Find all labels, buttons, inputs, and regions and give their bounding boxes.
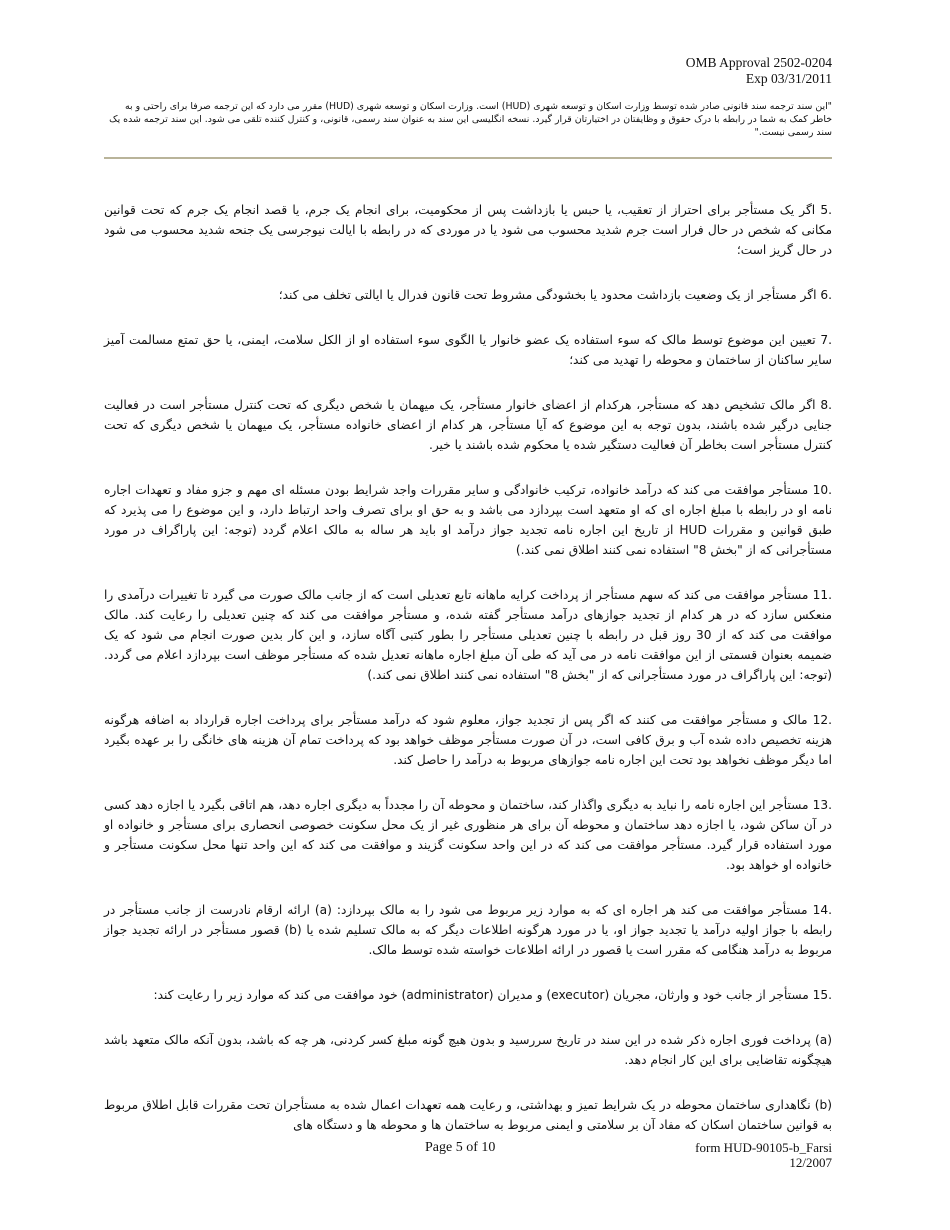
paragraph-14: .14 مستأجر موافقت می کند هر اجاره ای که به موارد زیر مربوط می شود را به مالک بپردازد: (a) ارائه ارقام نادرست از جانب مستأجر در رابطه با جواز اولیه درآمد یا تجدید جواز او، یا در مورد هرگونه اطلاعات دیگر که به مالک تسلیم شده یا (b) قصور مستأجر در ارائه تجدید جواز مربوط به درآمد هنگامی که مقرر است یا قصور در ارائه اطلاعات خواسته شده توسط مالک. (104, 903, 832, 957)
document-body (104, 200, 832, 1160)
paragraph-12: .12 مالک و مستأجر موافقت می کنند که اگر پس از تجدید جواز، معلوم شود که درآمد مستأجر برای پرداخت اجاره قرارداد به اضافه هرگونه هزینه تخصیص داده شده آب و برق کافی است، در آن صورت مستأجر موظف خواهد بود که پرداخت تمام آن هزینه های خانگی را بر عهده بگیرد اما دیگر موظف نخواهد بود تحت این اجاره نامه جوازهای مربوط به درآمد را حاصل کند. (104, 713, 832, 767)
paragraph-6: .6 اگر مستأجر از یک وضعیت بازداشت محدود یا بخشودگی مشروط تحت قانون فدرال یا ایالتی تخلف می کند؛ (278, 288, 832, 302)
paragraph-11: .11 مستأجر موافقت می کند که سهم مستأجر از پرداخت کرایه ماهانه تابع تعدیلی است که از جانب مالک صورت می گیرد تا تغییرات درآمدی را منعکس سازد که در هر کدام از تجدید جوازهای درآمد مستأجر گفته شده، و مستأجر موافقت می کند که چنین تعدیلی را رعایت کند. مالک موافقت می کند که از 30 روز قبل در رابطه با چنین تعدیلی مستأجر را بطور کتبی آگاه سازد، و این کار بدین صورت انجام می شود که یک ضمیمه بعنوان قسمتی از این موافقت نامه در می آید که طی آن مبلغ اجاره ماهانه تعدیل شده که مستأجر موظف است بپردازد اعلام می گردد. (توجه: این پاراگراف در مورد مستأجرانی که از "بخش 8" استفاده نمی کنند اطلاق نمی کند.) (104, 588, 832, 682)
paragraph-10: .10 مستأجر موافقت می کند که درآمد خانواده، ترکیب خانوادگی و سایر مقررات واجد شرایط بودن مسئله ای مهم و جزو مفاد و تعهدات اجاره نامه او در رابطه با مبلغ اجاره ای که او متعهد است بپردازد می باشد و به حق او برای تصرف واحد ارتباط دارد، و این موضوع را می پذیرد که طبق قوانین و مقررات HUD از تاریخ این اجاره نامه تجدید جواز درآمد او باید هر ساله به مالک اعلام گردد (توجه: این پاراگراف در مورد مستأجرانی که از "بخش 8" استفاده نمی کنند اطلاق نمی کند.) (104, 483, 832, 557)
paragraph-15a: (a) پرداخت فوری اجاره ذکر شده در این سند در تاریخ سررسید و بدون هیچ گونه مبلغ کسر کردنی، هر چه که باشد، بدون آنکه مالک متعهد باشد هیچگونه تقاضایی برای این کار انجام دهد. (104, 1033, 832, 1067)
paragraph-7: .7 تعیین این موضوع توسط مالک که سوء استفاده یک عضو خانوار یا الگوی سوء استفاده او از الکل سلامت، ایمنی، یا حق تمتع مسالمت آمیز سایر ساکنان از ساختمان و محوطه را تهدید می کند؛ (104, 333, 832, 367)
form-identifier (695, 1140, 832, 1170)
omb-approval-number: OMB Approval 2502-0204 (685, 55, 832, 70)
omb-expiration-date: Exp 03/31/2011 (745, 71, 832, 86)
paragraph-13: .13 مستأجر این اجاره نامه را نباید به دیگری واگذار کند، ساختمان و محوطه آن را مجدداً به دیگری اجاره دهد، هم اتاقی بگیرد یا اجازه دهد کسی در آن ساکن شود، یا اجازه دهد ساختمان و محوطه آن برای هر منظوری غیر از یک محل سکونت خصوصی انحصاری برای مستأجر و خانواده او مورد استفاده قرار گیرد. مستأجر موافقت می کند که در این واحد سکونت گزیند و موافقت می کند که این واحد تنها محل سکونت مستأجر و خانواده او خواهد بود. (104, 798, 832, 872)
form-date: 12/2007 (789, 1155, 832, 1170)
paragraph-15b: (b) نگاهداری ساختمان محوطه در یک شرایط تمیز و بهداشتی، و رعایت همه تعهدات اعمال شده به مستأجران تحت مقررات قابل اطلاق مربوط به قوانین ساختمان اسکان که مفاد آن بر سلامتی و ایمنی مربوط به ساختمان ها و محوطه ها و دستگاه های (104, 1098, 832, 1132)
form-id: form HUD-90105-b_Farsi (695, 1140, 832, 1155)
paragraph-15: .15 مستأجر از جانب خود و وارثان، مجریان (executor) و مدیران (administrator) خود موافقت می کند که موارد زیر را رعایت کند: (153, 988, 832, 1002)
translation-disclaimer: "این سند ترجمه سند قانونی صادر شده توسط وزارت اسکان و توسعه شهری (HUD) است. وزارت اسکان و توسعه شهری (HUD) مقرر می دارد که این ترجمه صرفا برای راحتی و به خاطر کمک به شما در رابطه با درک حقوق و وظایفتان در اختیارتان قرار گیرد. نسخه انگلیسی این سند به عنوان سند رسمی، قانونی، و کنترل کننده تلقی می شود. این سند ترجمه شده یک سند رسمی نیست." (109, 101, 832, 138)
header-divider (104, 157, 832, 159)
paragraph-5: .5 اگر یک مستأجر برای احتراز از تعقیب، یا حبس یا بازداشت پس از محکومیت، برای انجام یک جرم، یا قصد انجام یک جرم که تحت قوانین مکانی که شخص در حال فرار است جرم شدید محسوب می شود یا در موردی که در رابطه با ایالت نیوجرسی یک جنحه شدید محسوب می شود در حال گریز است؛ (104, 203, 832, 257)
page-number: Page 5 of 10 (425, 1140, 496, 1155)
paragraph-8: .8 اگر مالک تشخیص دهد که مستأجر، هرکدام از اعضای خانوار مستأجر، یک میهمان یا شخص دیگری که تحت کنترل مستأجر است در فعالیت جنایی درگیر شده باشند، بدون توجه به این موضوع که آیا مستأجر، هر کدام از اعضای خانواده مستأجر، یک میهمان یا شخص دیگری که تحت کنترل مستأجر است بخاطر آن فعالیت دستگیر شده یا محکوم شده باشند یا خیر. (104, 398, 832, 452)
omb-approval-block (686, 55, 832, 87)
